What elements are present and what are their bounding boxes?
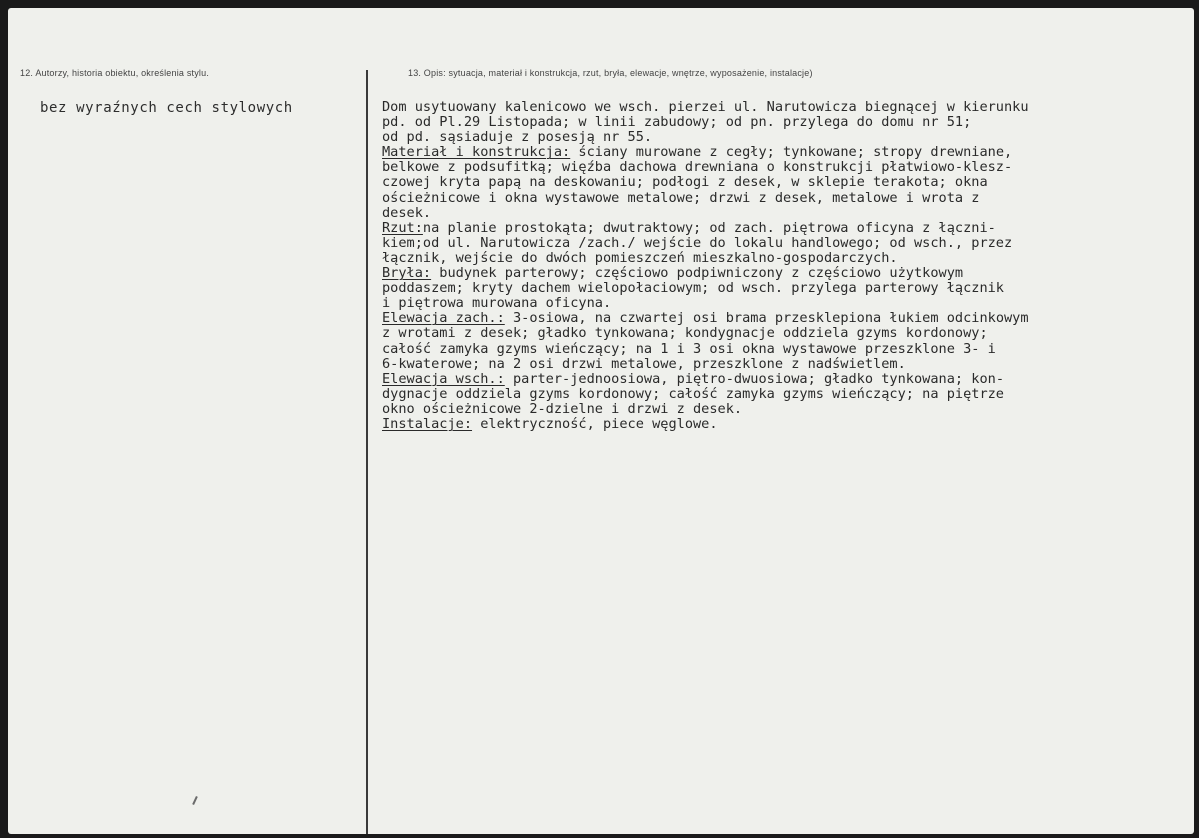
building-description [382,100,1182,432]
description-line: belkowe z podsufitką; więźba dachowa drewniana o konstrukcji płatwiowo-klesz- [382,159,1013,176]
description-line: desek. [382,204,432,221]
west-elevation-heading: Elewacja zach.: [382,310,505,327]
pen-mark [192,796,198,805]
description-line: Bryła: budynek parterowy; częściowo podpiwniczony z częściowo użytkowym [382,265,964,282]
east-elevation-heading: Elewacja wsch.: [382,370,505,387]
description-line: ościeżnicowe i okna wystawowe metalowe; drzwi z desek, metalowe i wrota z [382,189,980,206]
massing-heading: Bryła: [382,265,432,282]
description-line: Elewacja zach.: 3-osiowa, na czwartej osi brama przesklepiona łukiem odcinkowym [382,310,1029,327]
description-line: Rzut:na planie prostokąta; dwutraktowy; od zach. piętrowa oficyna z łączni- [382,219,996,236]
column-divider [366,70,368,834]
material-heading: Materiał i konstrukcja: [382,144,571,161]
description-line: okno ościeżnicowe 2-dzielne i drzwi z desek. [382,400,743,417]
description-line: czowej kryta papą na deskowaniu; podłogi z desek, w sklepie terakota; okna [382,174,988,191]
description-line: łącznik, wejście do dwóch pomieszczeń mieszkalno-gospodarczych. [382,249,898,266]
style-determination-text: bez wyraźnych cech stylowych [40,100,293,116]
plan-heading: Rzut: [382,219,423,236]
description-line: Instalacje: elektryczność, piece węglowe. [382,415,718,432]
description-line: poddaszem; kryty dachem wielopołaciowym; od wsch. przylega parterowy łącznik [382,280,1004,297]
description-line: Materiał i konstrukcja: ściany murowane z cegły; tynkowane; stropy drewniane, [382,144,1013,161]
description-line: z wrotami z desek; gładko tynkowana; kondygnacje oddziela gzyms kordonowy; [382,325,988,342]
description-line: Dom usytuowany kalenicowo we wsch. pierzei ul. Narutowicza biegnącej w kierunku [382,99,1029,115]
description-line: od pd. sąsiaduje z posesją nr 55. [382,129,653,146]
section-13-header: 13. Opis: sytuacja, materiał i konstrukcja, rzut, bryła, elewacje, wnętrze, wyposażenie, instalacje) [408,68,813,78]
description-line: dygnacje oddziela gzyms kordonowy; całość zamyka gzyms wieńczący; na piętrze [382,385,1004,402]
description-line: 6-kwaterowe; na 2 osi drzwi metalowe, przeszklone z nadświetlem. [382,355,906,372]
description-line: całość zamyka gzyms wieńczący; na 1 i 3 osi okna wystawowe przeszklone 3- i [382,340,996,357]
description-line: pd. od Pl.29 Listopada; w linii zabudowy; od pn. przylega do domu nr 51; [382,114,972,131]
description-line: i piętrowa murowana oficyna. [382,295,612,312]
description-line: kiem;od ul. Narutowicza /zach./ wejście do lokalu handlowego; od wsch., przez [382,234,1013,251]
section-12-header: 12. Autorzy, historia obiektu, określenia stylu. [20,68,210,78]
catalog-card [8,8,1194,834]
installations-heading: Instalacje: [382,415,473,432]
description-line: Elewacja wsch.: parter-jednoosiowa, piętro-dwuosiowa; gładko tynkowana; kon- [382,370,1004,387]
